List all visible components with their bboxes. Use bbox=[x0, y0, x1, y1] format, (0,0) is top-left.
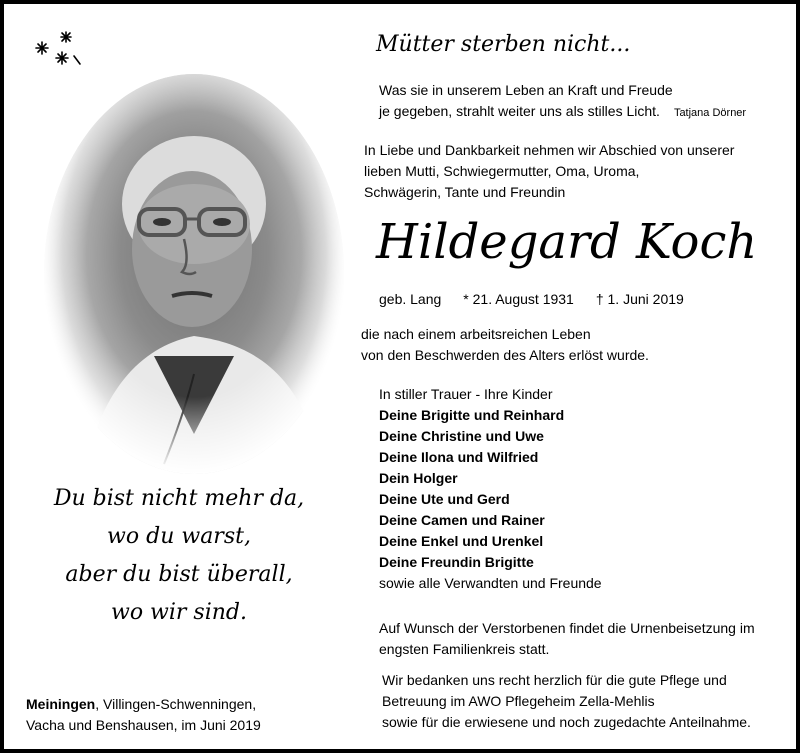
description-line-1: die nach einem arbeitsreichen Leben bbox=[361, 326, 591, 342]
life-dates bbox=[379, 289, 799, 310]
intro-text bbox=[364, 140, 784, 203]
quote-line-2: je gegeben, strahlt weiter uns als stilles Licht. bbox=[379, 103, 660, 119]
place-cities: , Villingen-Schwenningen, bbox=[95, 696, 257, 712]
mourner-5: Deine Ute und Gerd bbox=[379, 491, 510, 507]
intro-line-3: Schwägerin, Tante und Freundin bbox=[364, 184, 566, 200]
burial-notice bbox=[379, 618, 789, 660]
mourner-7: Deine Enkel und Urenkel bbox=[379, 533, 544, 549]
place-city: Meiningen bbox=[26, 696, 96, 712]
poem bbox=[24, 480, 334, 632]
place-and-date bbox=[26, 694, 326, 736]
burial-line-2: engsten Familienkreis statt. bbox=[379, 641, 550, 657]
quote-author: Tatjana Dörner bbox=[673, 107, 747, 119]
mourner-6: Deine Camen und Rainer bbox=[379, 512, 545, 528]
birth-date: * 21. August 1931 bbox=[463, 291, 574, 307]
portrait-illustration bbox=[44, 74, 344, 474]
quote bbox=[379, 80, 769, 124]
thanks-line-3: sowie für die erwiesene und noch zugedachte Anteilnahme. bbox=[382, 714, 751, 730]
mourner-8: Deine Freundin Brigitte bbox=[379, 554, 534, 570]
stars-ornament-icon bbox=[28, 28, 82, 68]
poem-line-4: wo wir sind. bbox=[110, 600, 248, 625]
portrait-photo bbox=[44, 74, 344, 474]
mourners-heading: In stiller Trauer - Ihre Kinder bbox=[379, 386, 553, 402]
deceased-name: Hildegard Koch bbox=[376, 214, 758, 270]
thanks-note bbox=[382, 670, 792, 733]
poem-line-3: aber du bist überall, bbox=[65, 562, 293, 587]
thanks-line-1: Wir bedanken uns recht herzlich für die gute Pflege und bbox=[382, 672, 727, 688]
description bbox=[361, 324, 781, 366]
mourner-3: Deine Ilona und Wilfried bbox=[379, 449, 539, 465]
death-date: † 1. Juni 2019 bbox=[595, 291, 684, 307]
poem-line-1: Du bist nicht mehr da, bbox=[53, 486, 305, 511]
motto-heading: Mütter sterben nicht... bbox=[376, 32, 631, 57]
intro-line-1: In Liebe und Dankbarkeit nehmen wir Abschied von unserer bbox=[364, 142, 735, 158]
mourners-others: sowie alle Verwandten und Freunde bbox=[379, 575, 602, 591]
description-line-2: von den Beschwerden des Alters erlöst wurde. bbox=[361, 347, 649, 363]
quote-line-1: Was sie in unserem Leben an Kraft und Freude bbox=[379, 82, 673, 98]
intro-line-2: lieben Mutti, Schwiegermutter, Oma, Uroma, bbox=[364, 163, 640, 179]
mourner-1: Deine Brigitte und Reinhard bbox=[379, 407, 565, 423]
thanks-line-2: Betreuung im AWO Pflegeheim Zella-Mehlis bbox=[382, 693, 655, 709]
poem-line-2: wo du warst, bbox=[107, 524, 251, 549]
mourners-list bbox=[379, 384, 799, 594]
mourner-2: Deine Christine und Uwe bbox=[379, 428, 544, 444]
mourner-4: Dein Holger bbox=[379, 470, 458, 486]
maiden-name: geb. Lang bbox=[379, 291, 442, 307]
place-line-2: Vacha und Benshausen, im Juni 2019 bbox=[26, 717, 261, 733]
burial-line-1: Auf Wunsch der Verstorbenen findet die Urnenbeisetzung im bbox=[379, 620, 755, 636]
